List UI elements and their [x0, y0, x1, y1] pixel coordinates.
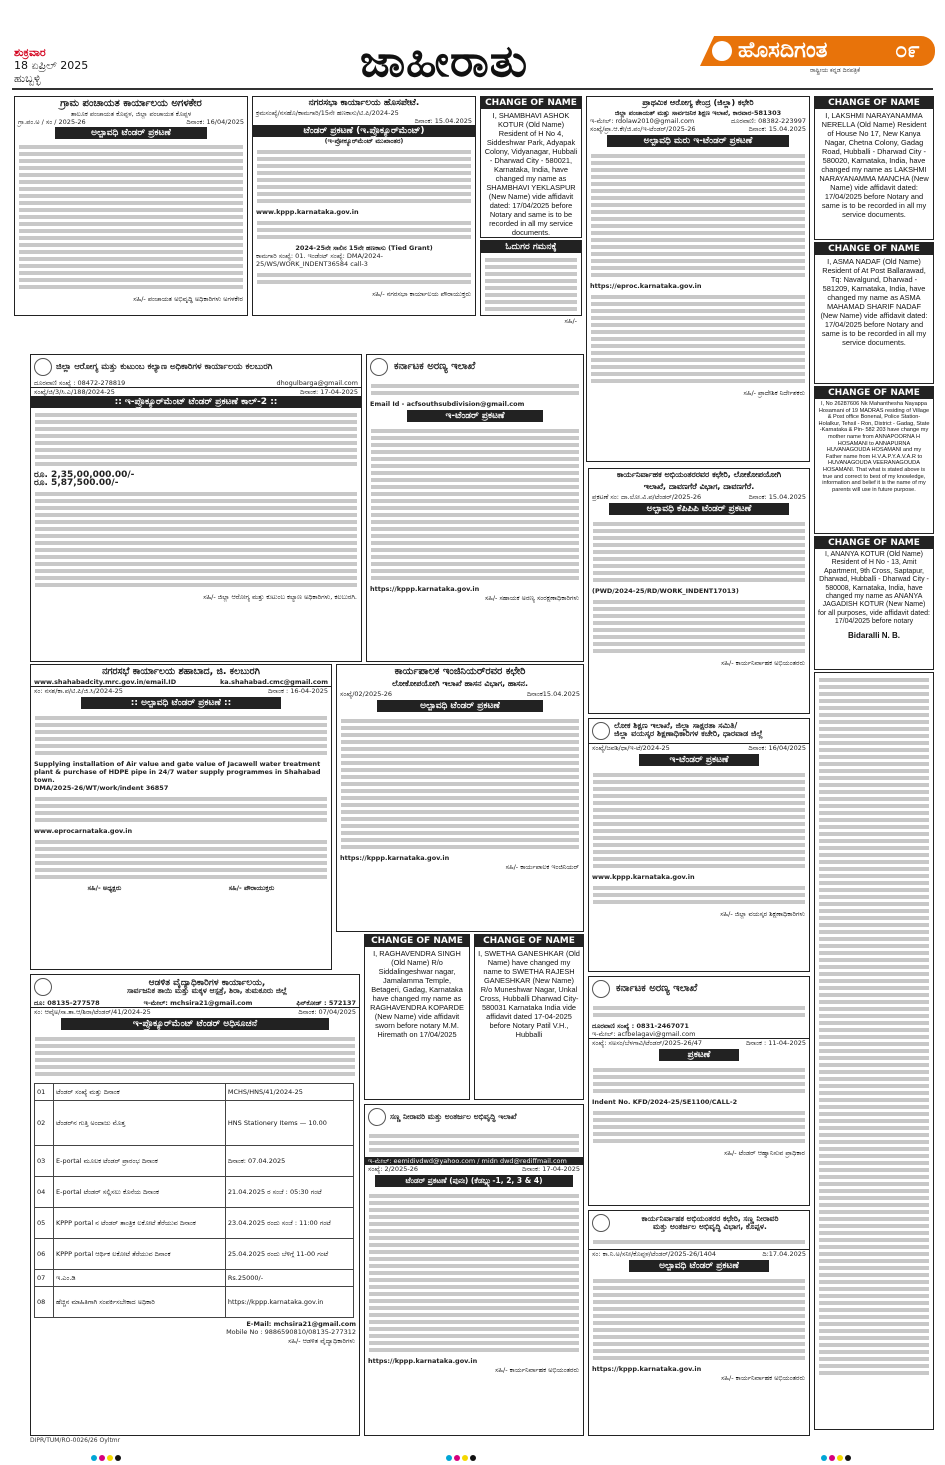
- ad-signature: ಸಹಿ/-: [564, 317, 577, 325]
- ad-contact-row: [587, 117, 809, 125]
- cyan-mark: [91, 1455, 97, 1461]
- ad-ref-row: [31, 1007, 359, 1016]
- ad-title: CHANGE OF NAME: [475, 935, 583, 947]
- ad-heading: ಟೆಂಡರ್ ಪ್ರಕಟಣೆ (ಇ.ಪ್ರೊಕ್ಯೂರ್‌ಮೆಂಟ್): [253, 125, 475, 137]
- ad-date: ದಿನಾಂಕ: 17-04-2025: [300, 388, 358, 396]
- masthead: [0, 0, 945, 92]
- ad-district-health-kalaburagi: [30, 354, 362, 662]
- ad-title: CHANGE OF NAME: [815, 387, 933, 399]
- ad-signature: ಸಹಿ/- ಜಿಲ್ಲಾ ಆರೋಗ್ಯ ಮತ್ತು ಕುಟುಂಬ ಕಲ್ಯಾಣ ಅಧಿಕಾರಿಗಳು, ಕಲಬುರಗಿ.: [203, 593, 357, 601]
- ad-signature: ಸಹಿ/- ಆಡಳಿತ ವೈದ್ಯಾಧಿಕಾರಿಗಳು: [288, 1337, 355, 1345]
- ad-ref: ಸಂಖ್ಯೆ/ಪ್ರಾ.ಆ.ಕೇ/ಜಿ.ಪಂ/ಇ-ಟೆಂಡರ್/2025-26: [590, 125, 696, 133]
- ad-title: ಓದುಗರ ಗಮನಕ್ಕೆ: [481, 241, 581, 253]
- ad-signature: ಸಹಿ/- ಸಹಾಯಕ ಅರಣ್ಯ ಸಂರಕ್ಷಣಾಧಿಕಾರಿಗಳು: [484, 594, 579, 602]
- ad-date: ದಿನಾಂಕ: 15.04.2025: [748, 125, 806, 133]
- ad-body-2: [31, 487, 361, 592]
- ad-body-2: [589, 1106, 809, 1148]
- ad-website: https://eproc.karnataka.gov.in: [590, 282, 702, 290]
- yellow-mark: [837, 1455, 843, 1461]
- ad-ref: ಪ್ರಕಟಣೆ ಸಂ: ದಾ.ಲೋ.ವಿ.ಪ/ಟೆಂಡರ್/2025-26: [592, 493, 702, 501]
- cyan-mark: [446, 1455, 452, 1461]
- ad-title: ಲೋಕ ಶಿಕ್ಷಣ ಇಲಾಖೆ, ಜಿಲ್ಲಾ ಸಾಕ್ಷರತಾ ಸಮಿತಿ/: [614, 721, 738, 730]
- ad-body: I, No 26287606 Nk Mahanthesha Nayappa Hosamani of 19 MADRAS residing of Village & Post office Bonenal, Police Station-Holalkur, Tehsil - Ron, District - Gadag, State -Karnataka & Pin- 582 203 have change my mother name from ANNAPOORNA H HOSAMANI to ANNAPURNA HUVANAGOUDA HOSAMANI and my Father name from H.V.A.P.Y.A.V.A.R to HUVANAGOUDA VEERANAGOUDA HOSAMANI. That what is stated above is true and correct to best of my knowledge, information and belief it is the name of my parents will use in future purpose.: [818, 401, 930, 493]
- ad-notary: Bidaralli N. B.: [847, 630, 900, 640]
- ad-heading: ಅಲ್ಪಾವಧಿ ಮರು ಇ-ಟೆಂಡರ್ ಪ್ರಕಟಣೆ: [607, 135, 789, 147]
- ad-subtitle: ಸಾರ್ವಜನಿಕ ತಾಯಿ ಮತ್ತು ಮಕ್ಕಳ ಆಸ್ಪತ್ರೆ, ಶಿರಾ, ತುಮಕೂರು ಜಿಲ್ಲೆ: [127, 986, 287, 995]
- ad-address: [589, 1001, 809, 1022]
- ad-minor-irrigation-koppal: [588, 1210, 810, 1436]
- ad-header-row: [589, 719, 809, 743]
- ad-header-row: [589, 977, 809, 1001]
- ad-ref-row: [337, 690, 583, 698]
- ad-website: https://kppp.karnataka.gov.in: [368, 1357, 478, 1365]
- ad-indent: (PWD/2024-25/RD/WORK_INDENT17013): [592, 587, 739, 595]
- ad-small-notices-body: [815, 673, 933, 1380]
- table-row: 06 KPPP portal ಆರ್ಥಿಕ ಲಕೋಟೆ ತೆರೆಯುವ ದಿನಾಂಕ 25.04.2025 ರಂದು ಬೆಳಿಗ್ಗೆ 11-00 ಗಂಟೆ: [35, 1239, 354, 1270]
- ad-title: CHANGE OF NAME: [815, 97, 933, 109]
- ad-mobile: Mobile No : 9886590810/08135-277312: [226, 1328, 356, 1336]
- ad-minor-irrigation: [364, 1104, 584, 1436]
- ad-body: [253, 145, 475, 208]
- ad-subtitle: ಜಿಲ್ಲಾ ವಯಸ್ಕರ ಶಿಕ್ಷಣಾಧಿಕಾರಿಗಳ ಕಚೇರಿ, ಧಾರವಾಡ ಜಿಲ್ಲೆ: [614, 729, 763, 738]
- ad-body: [481, 253, 581, 316]
- ad-change-name-hosamani: [814, 386, 934, 534]
- forest-emblem-icon: [592, 980, 610, 998]
- ad-email: ಇ-ಮೇಲ್: acfbelagavi@gmail.com: [592, 1030, 696, 1038]
- ad-subtitle: ಮತ್ತು ಅಂತರ್ಜಲ ಅಭಿವೃದ್ಧಿ ವಿಭಾಗ, ಕೊಪ್ಪಳ.: [653, 1222, 767, 1231]
- ad-title: CHANGE OF NAME: [481, 97, 581, 109]
- emblem-icon: [592, 722, 610, 740]
- ad-work: ಕಾಮಗಾರಿ ಸಂಖ್ಯೆ: 01. ಇಂಡೆಂಟ್ ಸಂಖ್ಯೆ: DMA/2024-25/WS/WORK_INDENT36584 call-3: [256, 252, 384, 268]
- table-row: 03 E-portal ಮೂಲಕ ಟೆಂಡರ್ ಪ್ರಾರಂಭ ದಿನಾಂಕ ದಿನಾಂಕ: 07.04.2025: [35, 1146, 354, 1177]
- table-row: 04 E-portal ಟೆಂಡರ್ ಸಲ್ಲಿಸಲು ಕೊನೆಯ ದಿನಾಂಕ 21.04.2025 ರ ಸಂಜೆ : 05:30 ಗಂಟೆ: [35, 1177, 354, 1208]
- ad-heading: ಇ-ಟೆಂಡರ್ ಪ್ರಕಟಣೆ: [407, 410, 543, 422]
- ad-body: I, RAGHAVENDRA SINGH (Old Name) R/o Siddalingeshwar nagar, Jamalamma Temple, Betageri, Gadag, Karnataka have changed my name as RAGHAVENDRA KOPARDE (New Name) vide affidavit sworn before notary M.M. Hiremath on 17/04/2025: [370, 949, 464, 1039]
- ad-ref-row: [587, 125, 809, 133]
- ad-subtitle: ತಾಲೂಕ ಪಂಚಾಯತ ಕೊಪ್ಪಳ, ಜಿಲ್ಲಾ ಪಂಚಾಯತ ಕೊಪ್ಪಳ: [70, 110, 192, 118]
- ad-web: www.shahabadcity.mrc.gov.in/email.ID: [34, 678, 177, 686]
- ad-readers-notice: [480, 240, 582, 325]
- ad-change-name-ananya: [814, 536, 934, 670]
- ad-header-row: [31, 975, 359, 999]
- ad-indent: DMA/2025-26/WT/work/indent 36857: [34, 784, 169, 792]
- ad-signature: ಸಹಿ/- ಕಾರ್ಯನಿರ್ವಾಹಕ ಅಭಿಯಂತರರು: [721, 659, 805, 667]
- ad-sign-right: ಸಹಿ/- ಪೌರಾಯುಕ್ತರು: [228, 884, 275, 892]
- section-title: ಜಾಹೀರಾತು: [360, 36, 529, 87]
- ad-email: dhogulbarga@gmail.com: [276, 379, 358, 387]
- ad-title: CHANGE OF NAME: [365, 935, 469, 947]
- ad-title: ಕಾರ್ಯಪಾಲಕ ಇಂಜಿನಿಯರ್‌ರವರ ಕಛೇರಿ: [394, 666, 526, 677]
- day-label: ಶುಕ್ರವಾರ: [14, 46, 46, 59]
- city-label: ಹುಬ್ಬಳ್ಳಿ: [14, 72, 41, 85]
- ad-phone: ದೂರವಾಣಿ ಸಂಖ್ಯೆ : 0831-2467071: [592, 1022, 689, 1030]
- ad-email: Email Id - acfsouthsubdivision@gmail.com: [370, 400, 525, 408]
- ad-subheading: (ಇ-ಪ್ರೋಕ್ಯೂರ್‌ಮೆಂಟ್ ಮುಖಾಂತರ): [324, 137, 404, 145]
- ad-signature: ಸಹಿ/- ಟೆಂಡರ್ ಆಹ್ವಾನಿಸುವ ಪ್ರಾಧಿಕಾರ: [724, 1149, 805, 1157]
- masthead-rule: [12, 88, 933, 90]
- ad-heading: ಅಲ್ಪಾವಧಿ ಕೆಪಿಪಿಪಿ ಟೆಂಡರ್ ಪ್ರಕಟಣೆ: [609, 503, 789, 515]
- emblem-icon: [34, 358, 52, 376]
- ad-ref-row: [589, 1038, 809, 1047]
- ad-date: ದಿ:17.04.2025: [762, 1250, 806, 1258]
- ad-heading: ಅಲ್ಪಾವಧಿ ಟೆಂಡರ್ ಪ್ರಕಟಣೆ: [377, 700, 543, 712]
- ad-signature: ಸಹಿ/- ಕಾರ್ಯಪಾಲಕ ಇಂಜಿನಿಯರ್: [505, 863, 579, 871]
- ad-body-2: [587, 290, 809, 388]
- ad-pwd-davangere: [588, 468, 810, 714]
- ad-ref-row: [589, 493, 809, 501]
- table-row: 07 ಇ.ಎಂ.ಡಿ Rs.25000/-: [35, 1270, 354, 1287]
- ad-hospital-sira: [30, 974, 360, 1436]
- ad-heading: :: ಅಲ್ಪಾವಧಿ ಟೆಂಡರ್ ಪ್ರಕಟಣೆ ::: [81, 697, 281, 709]
- tagline: ರಾಷ್ಟ್ರೀಯ ಕನ್ನಡ ದಿನಪತ್ರಿಕೆ: [810, 67, 861, 74]
- ad-date: ದಿನಾಂಕ : 16-04-2025: [267, 687, 328, 695]
- ad-website: https://kppp.karnataka.gov.in: [340, 854, 450, 862]
- registration-marks-left: [90, 1446, 122, 1465]
- ad-body: I, ASMA NADAF (Old Name) Resident of At Post Ballarawad, Tq: Navalgund, Dharwad - 581209, Karnataka, India, have changed my name as ASMA MAHAMAD SHARIF NADAF (New Name) vide affidavit dated: 17/04/2025 before Notary and same is to be recorded in all my service documents.: [820, 257, 928, 347]
- emblem-icon: [592, 1214, 610, 1232]
- magenta-mark: [454, 1455, 460, 1461]
- ad-body-2: [589, 881, 809, 909]
- ad-change-name-swetha: [474, 934, 584, 1100]
- ad-body: [31, 408, 361, 471]
- table-row: 05 KPPP portal ನ ಟೆಂಡರ್ ತಾಂತ್ರಿಕ ಲಕೋಟೆ ತೆರೆಯುವ ದಿನಾಂಕ 23.04.2025 ರಂದು ಸಂಜೆ : 11:00 ಗಂಟೆ: [35, 1208, 354, 1239]
- ad-body: [31, 1032, 359, 1081]
- ad-title: CHANGE OF NAME: [815, 537, 933, 549]
- table-row: 02 ಟೆಂಡರ್‌ನ ಗುತ್ತಿ ಅಂದಾಜು ಮೊತ್ತ HNS Stationery Items — 10.00: [35, 1101, 354, 1146]
- ad-contact-row: [31, 379, 361, 387]
- ad-body: [589, 768, 809, 873]
- ad-date: ದಿನಾಂಕ: 16/04/2025: [748, 744, 806, 752]
- registration-marks-right: [820, 1446, 852, 1465]
- ad-title: ಸಣ್ಣ ನೀರಾವರಿ ಮತ್ತು ಅಂತರ್ಜಲ ಅಭಿವೃದ್ಧಿ ಇಲಾಖೆ: [390, 1112, 517, 1121]
- ad-grant: 2024-25ನೇ ಸಾಲಿನ 15ನೇ ಹಣಕಾಸು (Tied Grant): [295, 244, 433, 252]
- ad-heading: ಅಲ್ಪಾವಧಿ ಟೆಂಡರ್ ಪ್ರಕಟಣೆ: [629, 1260, 769, 1272]
- ad-body: [15, 140, 247, 294]
- ad-title: ಕಾರ್ಯನಿರ್ವಾಹಕ ಅಭಿಯಂತರರವರ ಕಛೇರಿ, ಲೋಕೋಪಯೋಗಿ: [616, 470, 782, 479]
- ad-amount-1: ರೂ. 2,35,00,000.00/-: [34, 470, 135, 480]
- ad-website: www.eprocarnataka.gov.in: [34, 827, 133, 835]
- ad-forest-dept-1: [366, 354, 584, 662]
- black-mark: [845, 1455, 851, 1461]
- ad-ref: ಸಂಖ್ಯೆ/ಜವಶಿ/ಧಾ/ಇ-ಟೆ/2024-25: [592, 744, 670, 752]
- yellow-mark: [462, 1455, 468, 1461]
- ad-body: [587, 149, 809, 282]
- paper-brand: [700, 36, 935, 74]
- ad-address: [365, 1129, 583, 1157]
- ad-body: [589, 1274, 809, 1365]
- ad-ref-row: [589, 743, 809, 752]
- ad-subtitle: ಇಲಾಖೆ, ದಾವಣಗೆರೆ ವಿಭಾಗ, ದಾವಣಗೆರೆ.: [643, 482, 755, 491]
- ad-subtitle: ಜಿಲ್ಲಾ ಪಂಚಾಯತ್ ಮತ್ತು ಸಾರ್ವಜನಿಕ ಶಿಕ್ಷಣ ಇಲಾಖೆ, ಕಾರವಾರ-581303: [614, 109, 782, 117]
- ad-ref-row: [15, 118, 247, 126]
- ad-contact-email: E-Mail: mchsira21@gmail.com: [246, 1320, 356, 1328]
- ad-header-row: [589, 1211, 809, 1235]
- ad-body: I, SWETHA GANESHKAR (Old Name) have changed my name to SWETHA RAJESH GANESHKAR (New Name) R/o Muneshwar Nagar, Unkal Cross, Hubballi Dharwad City-580031 Karnataka India vide affidavit dated 17-04-2025 before Notary Patil V.H., Hubballi: [478, 949, 580, 1039]
- ad-title: ನಗರಸಭಾ ಕಾರ್ಯಾಲಯ ಹೊಸಪೇಟೆ.: [308, 98, 420, 108]
- ad-ref: ಸಂಖ್ಯೆ/02/2025-26: [340, 690, 393, 698]
- ad-website: https://kppp.karnataka.gov.in: [370, 585, 480, 593]
- date-block: [14, 46, 88, 85]
- forest-emblem-icon: [370, 358, 388, 376]
- ad-heading: ಇ-ಟೆಂಡರ್ ಪ್ರಕಟಣೆ: [639, 754, 759, 766]
- ad-title: ಗ್ರಾಮ ಪಂಚಾಯತ ಕಾರ್ಯಾಲಯ ಅಗಳಕೇರ: [60, 98, 202, 109]
- magenta-mark: [829, 1455, 835, 1461]
- ad-title: ಕಾರ್ಯನಿರ್ವಾಹಕ ಅಭಿಯಂತರರ ಕಛೇರಿ, ಸಣ್ಣ ನೀರಾವರಿ: [641, 1214, 779, 1223]
- ad-ref: ಸಂ: ನಸಶ/ಕಾ.ಪ/ಟಿ.ಪಿ/ಜಿ.ಸಿ/2024-25: [34, 687, 123, 695]
- ad-body: [589, 517, 809, 587]
- ad-header-row: [367, 355, 583, 379]
- ad-body: [365, 1189, 583, 1357]
- ad-ref: ಸಂ: ಕಾ.ನಿ.ಅ/ಸನೀ/ಕೊಪ್ಪಳ/ಟೆಂಡರ್/2025-26/1404: [592, 1250, 717, 1258]
- cyan-mark: [821, 1455, 827, 1461]
- ad-nagarasabha-hosapete: [252, 96, 476, 316]
- page-number: ೦೯: [895, 38, 920, 63]
- ad-ref-row: [31, 387, 361, 396]
- ad-ref: ಸಂ: ಆವೈಅ/ಸಾ.ತಾ.ಆ/ಶಿರಾ/ಟೆಂಡರ್/41/2024-25: [34, 1008, 151, 1016]
- ad-pwd-hassan: [336, 664, 584, 932]
- ad-date: ದಿನಾಂಕ: 15.04.2025: [414, 117, 472, 125]
- ad-ref: ಸಂಖ್ಯೆ: 2/2025-26: [368, 1165, 418, 1173]
- footer-imprint: DIPR/TUM/RO-0026/26 Oyltmr: [30, 1437, 121, 1444]
- paper-name: ಹೊಸದಿಗಂತ: [738, 38, 828, 63]
- ad-website: www.kppp.karnataka.gov.in: [592, 873, 695, 881]
- ad-heading: ಟೆಂಡರ್ ಪ್ರಕಟಣೆ (ಪುನಃ) (ಕೆಡಬ್ಲ್ಯು-1, 2, 3 & 4): [375, 1175, 573, 1187]
- ad-nagarasabha-shahabad: [30, 664, 332, 970]
- ad-body: [31, 711, 331, 760]
- ad-change-name-shambhavi: [480, 96, 582, 238]
- date-label: 18 ಏಪ್ರಿಲ್ 2025: [14, 59, 89, 72]
- ad-heading: ಇ-ಪ್ರೊಕ್ಯೂರ್‌ಮೆಂಟ್ ಟೆಂಡರ್ ಅಧಿಸೂಚನೆ: [61, 1018, 329, 1030]
- ad-body: I, SHAMBHAVI ASHOK KOTUR (Old Name) Resident of H No 4, Siddeshwar Park, Adyapak Colony, Vidyanagar, Hubbali - Dharwad City - 580021, Karnataka, India, have changed my name as SHAMBHAVI YEKLASPUR (New Name) vide affidavit dated: 17/04/2025 before Notary and same is to be recorded in all my service documents.: [484, 111, 578, 237]
- ad-scope: Supplying installation of Air value and gate value of Jacawell water treatment plant & purchase of HDPE pipe in 24/7 water supply programmes in Shahabad town.: [34, 760, 321, 784]
- yellow-mark: [107, 1455, 113, 1461]
- ad-dharwad-education: [588, 718, 810, 972]
- ad-ref-row: [589, 1249, 809, 1258]
- ad-small-notices: [814, 672, 934, 1430]
- ad-pincode: ಫಿನ್‌ಕೋಡ್ : 572137: [296, 999, 356, 1007]
- ad-title: ನಗರಸಭೆ ಕಾರ್ಯಾಲಯ ಶಹಾಬಾದ, ಜಿ. ಕಲಬುರಗಿ: [102, 666, 260, 677]
- ad-change-name-lakshmi: [814, 96, 934, 240]
- ad-heading: ಪ್ರಕಟಣೆ: [659, 1049, 739, 1061]
- ad-gram-panchayat: [14, 96, 248, 316]
- ad-phone: ದೂರವಾಣಿ: 08382-223997: [731, 117, 806, 125]
- ad-title: ಆಡಳಿತ ವೈದ್ಯಾಧಿಕಾರಿಗಳ ಕಾರ್ಯಾಲಯ,: [148, 978, 266, 988]
- tender-table: [34, 1083, 354, 1318]
- ad-body: I, ANANYA KOTUR (Old Name) Resident of H No - 13, Amit Apartment, 9th Cross, Saptapur, Dharwad, Hubballi - Dharwad City - 580008, Karnataka, India, have changed my name as ANANYA JAGADISH KOTUR (New Name) for all purposes, vide affidavit dated: 17/04/2025 before notary: [818, 551, 930, 626]
- ad-title: ಜಿಲ್ಲಾ ಆರೋಗ್ಯ ಮತ್ತು ಕುಟುಂಬ ಕಲ್ಯಾಣ ಅಧಿಕಾರಿಗಳ ಕಾರ್ಯಾಲಯ ಕಲಬುರಗಿ: [56, 362, 273, 372]
- registration-marks-center: [445, 1446, 477, 1465]
- ad-date: ದಿನಾಂಕ: 16/04/2025: [186, 118, 244, 126]
- ad-change-name-asma: [814, 242, 934, 384]
- ad-change-name-raghavendra: [364, 934, 470, 1100]
- ad-signature: ಸಹಿ/- ಜಿಲ್ಲಾ ವಯಸ್ಕರ ಶಿಕ್ಷಣಾಧಿಕಾರಿಗಳು: [720, 910, 805, 918]
- ad-body-2: [31, 792, 331, 827]
- ad-signature: ಸಹಿ/- ಕಾರ್ಯನಿರ್ವಾಹಕ ಅಭಿಯಂತರರು: [721, 1374, 805, 1382]
- ad-indent: Indent No. KFD/2024-25/SE1100/CALL-2: [592, 1098, 738, 1106]
- ad-body: I, LAKSHMI NARAYANAMMA NERELLA (Old Name) Resident of House No 17, New Kanya Nagar, Chetna Colony, Gadag Road, Hubballi - Dharwad City - 580020, Karnataka, India, have changed my name as LAKSHMI NARAYANAMMA MANCHA (New Name) vide affidavit dated: 17/04/2025 before Notary and same is to be recorded in all my service documents.: [819, 111, 929, 219]
- ad-title: ಕರ್ನಾಟಕ ಅರಣ್ಯ ಇಲಾಖೆ: [616, 983, 698, 994]
- emblem-icon: [368, 1108, 386, 1126]
- ad-sign-row: [31, 884, 331, 892]
- flame-icon: [712, 41, 732, 61]
- ad-email: ಇ-ಮೇಲ್: mchsira21@gmail.com: [143, 999, 253, 1007]
- ad-title: ಕರ್ನಾಟಕ ಅರಣ್ಯ ಇಲಾಖೆ: [394, 361, 476, 372]
- ad-address: [589, 1235, 809, 1249]
- ad-signature: ಸಹಿ/- ನಗರಸಭಾ ಕಾರ್ಯಾಲಯ ಪೌರಾಯುಕ್ತರು: [372, 290, 471, 298]
- ad-heading: ಅಲ್ಪಾವಧಿ ಟೆಂಡರ್ ಪ್ರಕಟಣೆ: [55, 127, 207, 139]
- black-mark: [115, 1455, 121, 1461]
- ad-heading: :: ಇ-ಪ್ರೊಕ್ಯೂರ್‌ಮೆಂಟ್ ಟೆಂಡರ್ ಪ್ರಕಟಣೆ ಕಾಲ್-2 ::: [31, 396, 361, 408]
- ad-website: https://kppp.karnataka.gov.in: [592, 1365, 702, 1373]
- ad-header-row: [31, 355, 361, 379]
- ad-ref-row: [365, 1165, 583, 1173]
- ad-contact-row: [31, 999, 359, 1007]
- black-mark: [470, 1455, 476, 1461]
- magenta-mark: [99, 1455, 105, 1461]
- ad-health-dept-karwar: [586, 96, 810, 462]
- table-row: 08 ಹೆಚ್ಚಿನ ಮಾಹಿತಿಗಾಗಿ ಸಂಪರ್ಕಿಸಬೇಕಾದ ಅಧಿಕಾರಿ https://kppp.karnataka.gov.in: [35, 1287, 354, 1318]
- ad-ref: ಸಂಖ್ಯೆ/ಜಿ/3/ಸಿ.ಎ/188/2024-25: [34, 388, 115, 396]
- ad-signature: ಸಹಿ/- ಪ್ರಾದೇಶಿಕ ನಿರ್ದೇಶಕರು: [743, 389, 805, 397]
- ad-body: [589, 1063, 809, 1098]
- ad-date: ದಿನಾಂಕ: 15.04.2025: [748, 493, 806, 501]
- ad-address: [367, 379, 583, 400]
- ad-ref: ಕ್ರಮಸಂಖ್ಯೆ/ನಸಹೊ/ಕಾಮಗಾರಿ/15ನೇ ಹಣಕಾಸು/ಟಿ.ಪಿ/2024-25: [256, 109, 399, 117]
- ad-web-row: [31, 678, 331, 686]
- ad-body-3: [253, 268, 475, 289]
- ad-phone: ದೂ: 08135-277578: [34, 999, 100, 1007]
- ad-body-2: [589, 595, 809, 658]
- ad-signature: ಸಹಿ/- ಕಾರ್ಯನಿರ್ವಾಹಕ ಅಭಿಯಂತರರು: [495, 1366, 579, 1374]
- ad-body: [367, 424, 583, 585]
- ad-email: ಇ-ಮೇಲ್: eemidivdwd@yahoo.com / midn dwd@rediffmail.com: [365, 1157, 583, 1165]
- ad-forest-dept-2: [588, 976, 810, 1206]
- ad-signature: ಸಹಿ/- ಪಂಚಾಯತ ಅಭಿವೃದ್ಧಿ ಅಧಿಕಾರಿಗಳು ಅಗಳಕೇರ: [133, 295, 243, 303]
- ad-body-2: [253, 216, 475, 244]
- ad-subtitle: ಲೋಕೋಪಯೋಗಿ ಇಲಾಖೆ ಹಾಸನ ವಿಭಾಗ, ಹಾಸನ.: [391, 679, 529, 688]
- ad-date: ದಿನಾಂಕ: 07/04/2025: [298, 1008, 356, 1016]
- ad-body-3: [31, 835, 331, 884]
- emblem-icon: [34, 978, 52, 996]
- ad-email: ka.shahabad.cmc@gmail.com: [219, 678, 328, 686]
- ad-date: ದಿನಾಂಕ: 17-04-2025: [522, 1165, 580, 1173]
- ad-sign-left: ಸಹಿ/- ಅಧ್ಯಕ್ಷರು: [87, 884, 122, 892]
- ad-ref: ಸಂಖ್ಯೆ: ಸಅಸಂ/ಬೆಳಗಾವಿ/ಟೆಂಡರ್/2025-26/47: [592, 1039, 703, 1047]
- ad-ref-row: [31, 686, 331, 695]
- ad-body: [337, 714, 583, 854]
- ad-email: ಇ-ಮೇಲ್: rdolaw2010@gmail.com: [590, 117, 695, 125]
- ad-ref: ಗ್ರಾ.ಪಂ.ಅ / ಸಂ / 2025-26: [18, 118, 86, 126]
- ad-contact: ದೂರವಾಣಿ ಸಂಖ್ಯೆ : 08472-278819: [34, 379, 126, 387]
- table-row: 01 ಟೆಂಡರ್ ಸಂಖ್ಯೆ ಮತ್ತು ದಿನಾಂಕ MCHS/HNS/41/2024-25: [35, 1084, 354, 1101]
- ad-title: CHANGE OF NAME: [815, 243, 933, 255]
- ad-amount-2: ರೂ. 5,87,500.00/-: [34, 478, 119, 488]
- ad-title: ಪ್ರಾಥಮಿಕ ಆರೋಗ್ಯ ಕೇಂದ್ರ (ಜಿಲ್ಲಾ) ಕಛೇರಿ: [642, 98, 754, 107]
- ad-date: ದಿನಾಂಕ : 11-04-2025: [745, 1039, 806, 1047]
- ad-header-row: [365, 1105, 583, 1129]
- ad-date: ದಿನಾಂಕ15.04.2025: [526, 690, 580, 698]
- ad-website: www.kppp.karnataka.gov.in: [256, 208, 359, 216]
